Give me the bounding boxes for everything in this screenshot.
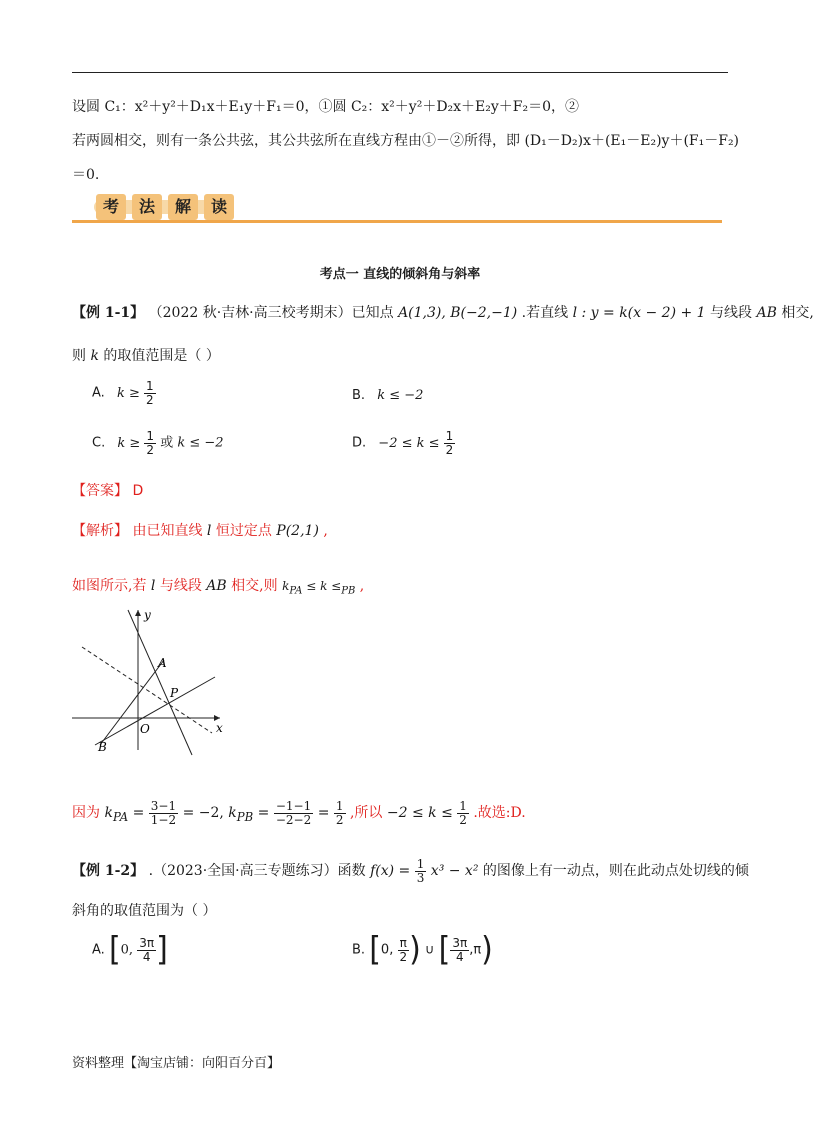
badge-char-4: 读 [204,194,234,220]
frac-num: 1 [459,799,467,813]
option-C-expr: k ≥ [117,435,141,451]
option-D[interactable] [352,430,455,456]
intro-line-3: ＝0. [72,167,100,183]
stem-tail-a: 与线段 [710,305,753,321]
section-underline [72,220,722,223]
analysis-text-1: 由已知直线 [132,523,203,539]
frac-den: 1−2 [150,812,177,827]
section-badge [72,190,722,226]
example-1-1-stem [72,302,814,322]
frac-den: 2 [335,812,344,827]
range-k-PA-PB [282,579,356,597]
k-PA: $k_{PA}$ [104,805,129,824]
analysis-text-3: 如图所示,若 [72,578,147,594]
label-P: P [170,686,179,700]
option-C-expr-2: k ≤ −2 [177,435,224,451]
option-A-expr: k ≥ [116,385,140,401]
frac-den: 4 [142,949,151,964]
answer-line [72,480,143,500]
calc-end: .故选:D. [473,805,526,822]
analysis-text-4: 与线段 [159,578,202,594]
option-A-inner: 0, [120,942,134,958]
badge-char-2: 法 [132,194,162,220]
footer-note: 资料整理【淘宝店铺：向阳百分百】 [72,1056,281,1071]
function-name: f(x) = [370,863,411,880]
fraction-pi-2 [397,937,409,963]
k-symbol: k [282,579,290,593]
badge-char-3: 解 [168,194,198,220]
option-B-expr: k ≤ −2 [377,388,424,403]
option-B-inner-1: 0, [380,942,394,958]
calc-line: 因为 $k_{PA}$ = $\frac{3-1}{1-2}$ = −2, $k_{PB}$ = $\frac{-1-1}{-2-2}$ = $\frac{1}{2}$ ,所以 −2 ≤ k ≤ $\frac{1}{2}$ .故选:D. [72,799,526,827]
question-pre: 则 [72,348,86,364]
answer-value: D [132,483,144,499]
segment-AB: AB [756,305,777,321]
frac-num: 1 [416,857,425,871]
sub-PA: PA [289,585,303,597]
label-y: y [144,608,151,622]
example-1-1-question [72,345,220,365]
option-B-inner-2: ,π [469,942,482,958]
analysis-text-5: 相交,则 [231,578,278,594]
example-tag: 【例 1-1】 [72,305,145,321]
sub-PA: PA [112,809,129,824]
segment-BA [100,660,164,745]
badge-char-1: 考 [96,194,126,220]
option-B[interactable] [352,388,423,403]
calc-range: −2 ≤ k ≤ [386,805,453,822]
var-l: l [150,578,156,594]
label-x: x [216,721,223,735]
calc-eq-1: = −2, [182,805,224,822]
intro-line-2: 若两圆相交，则有一条公共弦，其公共弦所在直线方程由①－②所得，即 (D₁－D₂)x＋(E₁－E₂)y＋(F₁－F₂) [72,133,740,149]
function-body: x³ − x² [430,863,479,880]
option-C-or: 或 [160,435,174,451]
frac-den: 3 [416,870,425,885]
frac-num: 1 [145,379,154,393]
calc-so: ,所以 [349,805,383,822]
fraction-3pi-4 [137,937,156,963]
fraction-kPA [149,800,178,826]
fraction-half [144,430,156,456]
example-tag: 【例 1-2】 [72,863,145,880]
frac-den: 2 [459,812,467,827]
analysis-comma: , [359,578,365,594]
fraction-third [415,858,427,884]
option-B-2[interactable]: B. [0, $\frac{\pi}{2}$ ) ∪ [ $\frac{3\pi}{4}$ ,π) [352,930,493,969]
option-D-label: D. [352,435,367,451]
fraction-kPB [274,800,313,826]
frac-den: 2 [445,442,454,457]
analysis-label: 【解析】 [72,523,128,539]
option-A-label: A. [92,385,105,401]
frac-den: −2−2 [275,812,312,827]
frac-den: 4 [455,949,464,964]
analysis-line-2 [72,575,364,596]
frac-num: π [399,935,407,950]
example-source: .（2023·全国·高三专题练习）函数 [148,863,366,880]
frac-num: 3π [139,935,155,950]
question-post: 的取值范围是（ ） [103,348,220,364]
option-B-label: B. [352,388,366,403]
sub-PB: PB [341,585,356,597]
option-D-expr: −2 ≤ k ≤ [378,435,440,451]
option-A-2[interactable]: A. [0, $\frac{3\pi}{4}$ ] [92,930,168,969]
var-l: l [206,523,212,539]
option-C[interactable] [92,430,224,456]
stem-tail: 的图像上有一动点，则在此动点处切线的倾 [482,863,749,880]
frac-num: 3π [452,935,468,950]
frac-num: 1 [335,799,344,813]
frac-den: 2 [146,442,155,457]
line-BP [95,677,215,745]
fraction-half [444,430,456,456]
frac-den: 2 [145,392,154,407]
answer-label: 【答案】 [72,483,128,499]
le-symbol: ≤ k ≤ [306,579,342,593]
top-rule [72,72,728,73]
coordinate-graph [70,605,240,755]
fraction-half [144,380,156,406]
fraction-half [334,800,346,826]
union-symbol: ∪ [424,942,435,958]
example-1-2-stem [72,858,749,884]
option-B-label: B. [352,942,366,958]
fraction-half [457,800,469,826]
fraction-3pi-4 [450,937,469,963]
line-equation: l : y = k(x − 2) + 1 [572,305,706,321]
frac-num: 1 [146,429,155,443]
option-A[interactable] [92,380,156,406]
analysis-line-1 [72,520,328,540]
example-source: （2022 秋·吉林·高三校考期末）已知点 [148,305,394,321]
stem-tail-b: 相交, [781,305,814,321]
point-P: P(2,1) [276,523,319,539]
calc-pre: 因为 [72,805,100,822]
y-axis-arrow [135,610,141,616]
var-k: k [90,348,99,364]
frac-num: 3−1 [150,799,177,813]
frac-num: 1 [445,429,454,443]
label-B: B [98,740,107,754]
sub-PB: PB [236,809,254,824]
points-AB: A(1,3), B(−2,−1) [398,305,518,321]
k-PB: $k_{PB}$ [228,805,254,824]
calc-eq-2: = [317,805,330,822]
option-C-label: C. [92,435,106,451]
label-O: O [140,722,150,736]
stem-mid: .若直线 [521,305,569,321]
frac-num: −1−1 [275,799,312,813]
label-A: A [158,656,167,670]
analysis-text-2: 恒过定点 [215,523,272,539]
option-A-label: A. [92,942,105,958]
section-title: 考点一 直线的倾斜角与斜率 [319,267,481,282]
analysis-comma: , [323,523,328,539]
intro-line-1: 设圆 C₁：x²＋y²＋D₁x＋E₁y＋F₁＝0，①圆 C₂：x²＋y²＋D₂x＋E₂y＋F₂＝0，② [72,99,580,115]
example-1-2-question: 斜角的取值范围为（ ） [72,903,217,919]
frac-den: 2 [399,949,408,964]
segment-AB: AB [206,578,227,594]
